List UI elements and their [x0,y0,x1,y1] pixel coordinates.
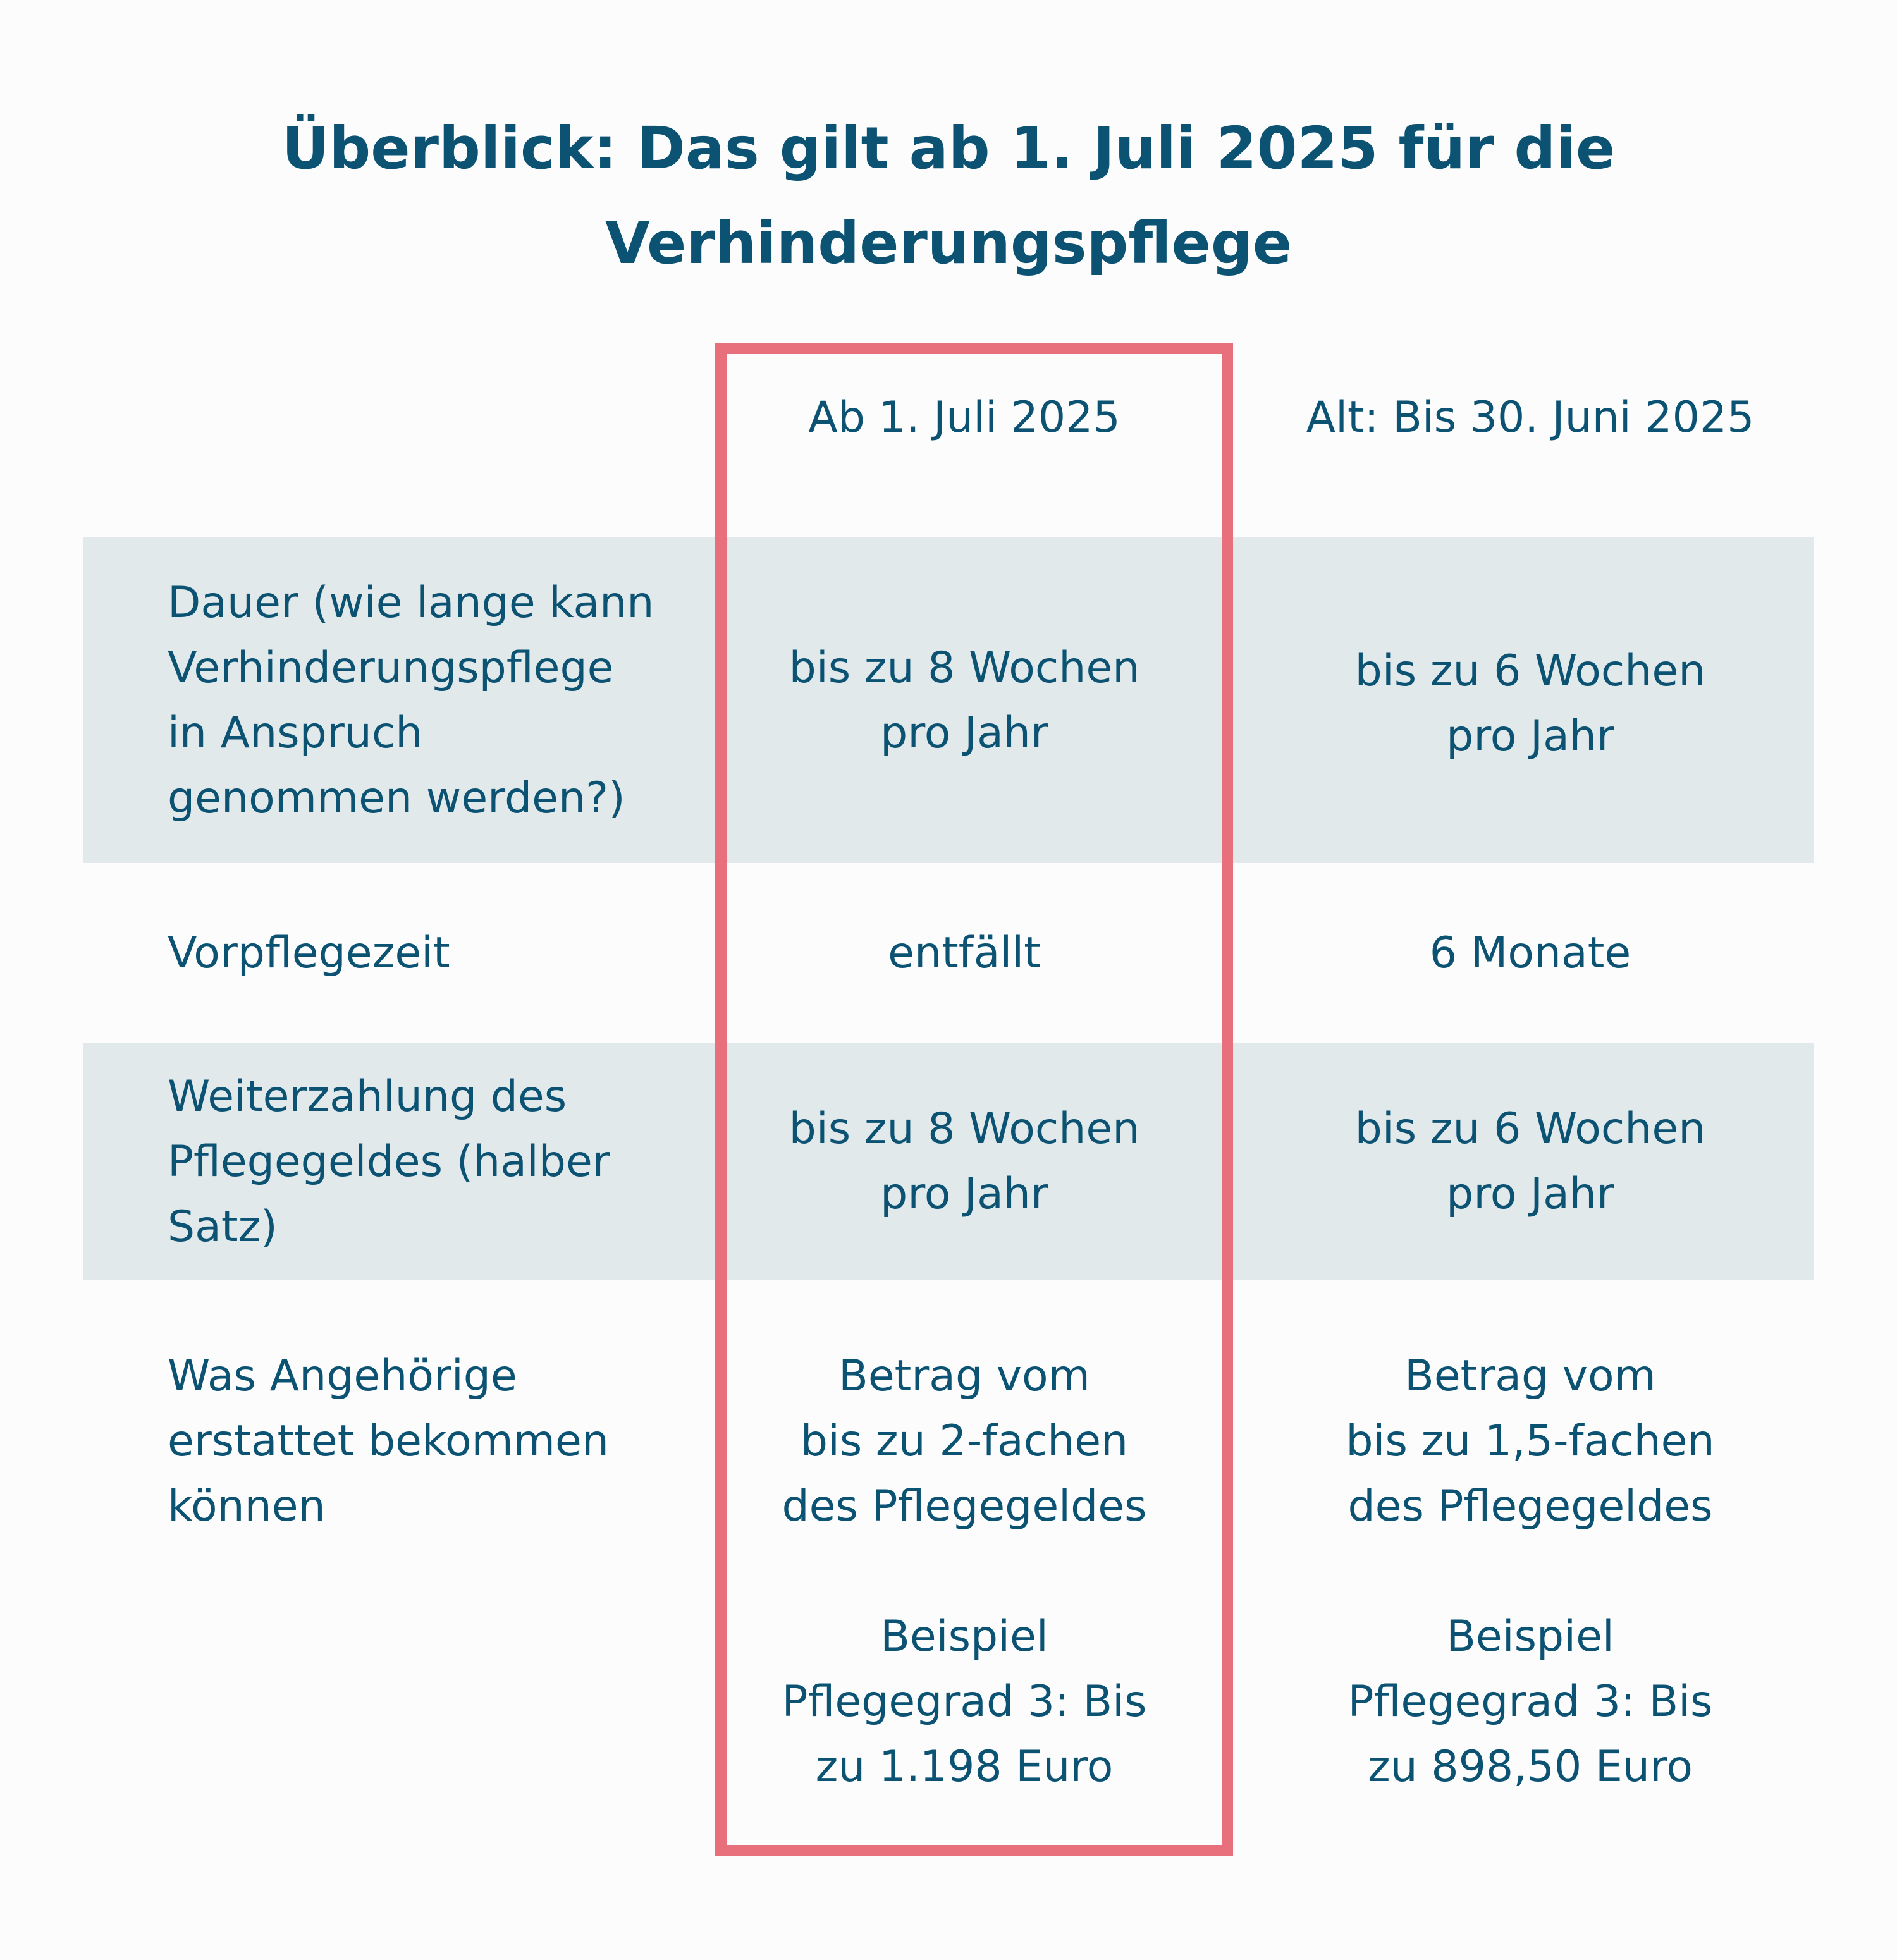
row-old-reimbursement: Betrag vom bis zu 1,5-fachen des Pflegegeldes Beispiel Pflegegrad 3: Bis zu 898,50 Euro [1277,1344,1783,1811]
row-label-reimbursement: Was Angehörige erstattet bekommen können [168,1351,609,1531]
example-new-line-2: Pflegegrad 3: Bis [782,1677,1147,1727]
row-label-pre-care-period: Vorpflegezeit [168,928,450,978]
column-header-old: Alt: Bis 30. Juni 2025 [1306,392,1755,443]
row-old-pre-care-period: 6 Monate [1429,928,1631,978]
example-old-line-1: Beispiel [1446,1612,1614,1662]
row-new-duration: bis zu 8 Wochen pro Jahr [789,642,1140,758]
row-old-continued-payment: bis zu 6 Wochen pro Jahr [1354,1104,1706,1219]
row-new-continued-payment: bis zu 8 Wochen pro Jahr [789,1104,1140,1219]
example-old-line-2: Pflegegrad 3: Bis [1348,1677,1713,1727]
example-new-line-1: Beispiel [880,1612,1048,1662]
title-line-2: Verhinderungspflege [605,209,1292,277]
row-label-duration: Dauer (wie lange kann Verhinderungspflege in Anspruch genommen werden?) [168,577,654,823]
page-title [190,101,1707,291]
column-header-new: Ab 1. Juli 2025 [808,392,1120,443]
example-new-line-3: zu 1.198 Euro [815,1742,1114,1792]
row-new-reimbursement: Betrag vom bis zu 2-fachen des Pflegegeldes Beispiel Pflegegrad 3: Bis zu 1.198 Euro [721,1344,1208,1811]
row-old-duration: bis zu 6 Wochen pro Jahr [1354,646,1706,761]
row-label-continued-payment: Weiterzahlung des Pflegegeldes (halber Satz) [168,1071,610,1252]
title-line-1: Überblick: Das gilt ab 1. Juli 2025 für die [281,114,1616,182]
row-new-pre-care-period: entfällt [888,928,1041,978]
example-old-line-3: zu 898,50 Euro [1367,1742,1693,1792]
